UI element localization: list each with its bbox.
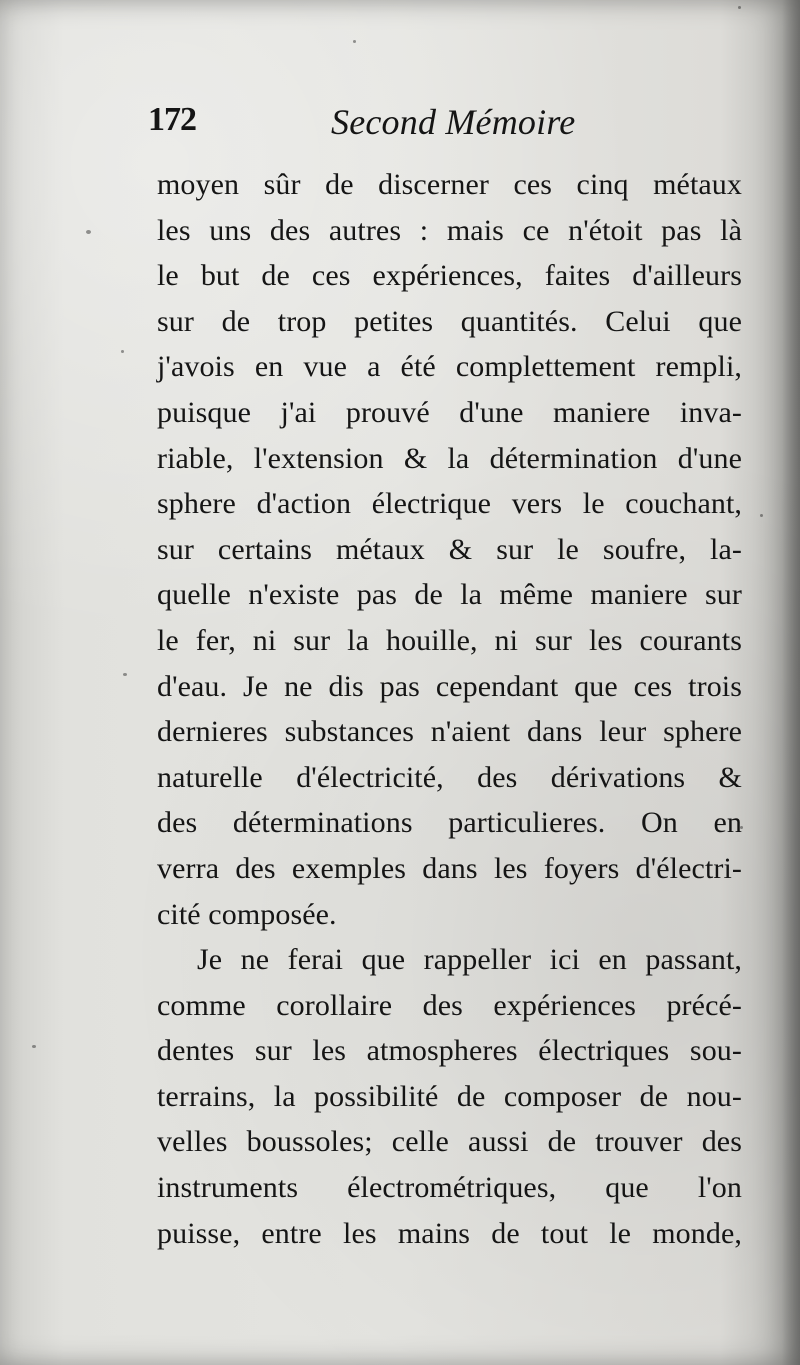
text-line-5: j'avois en vue a été complettement rempli, [157,350,742,384]
text-line-9: sur certains métaux & sur le soufre, la- [157,532,742,566]
text-line-8: sphere d'action électrique vers le couchant, [157,487,742,521]
text-line-7: riable, l'extension & la détermination d'une [157,441,742,475]
text-line-18: Je ne ferai que rappeller ici en passant, [197,943,742,977]
running-title: Second Mémoire [331,102,576,142]
text-line-3: le but de ces expériences, faites d'ailleurs [157,259,742,293]
speck [760,514,763,517]
page-edge-shadow [782,0,800,1365]
text-line-16: verra des exemples dans les foyers d'électri- [157,851,742,885]
speck [121,350,124,353]
text-line-15: des déterminations particulieres. On en [157,806,742,840]
text-line-12: d'eau. Je ne dis pas cependant que ces trois [157,669,742,703]
speck [353,40,356,43]
text-line-20: dentes sur les atmospheres électriques sou- [157,1034,742,1068]
speck [123,673,127,676]
text-line-2: les uns des autres : mais ce n'étoit pas là [157,213,742,247]
page-number: 172 [148,101,196,138]
text-line-14: naturelle d'électricité, des dérivations & [157,760,742,794]
text-line-13: dernieres substances n'aient dans leur sphere [157,715,742,749]
text-line-6: puisque j'ai prouvé d'une maniere inva- [157,395,742,429]
speck [738,6,741,9]
page-header [148,101,748,151]
text-line-17: cité composée. [157,897,337,931]
speck [86,230,91,234]
body-text [157,162,742,1256]
speck [32,1045,36,1048]
text-line-19: comme corollaire des expériences précé- [157,988,742,1022]
text-line-4: sur de trop petites quantités. Celui que [157,304,742,338]
text-line-11: le fer, ni sur la houille, ni sur les courants [157,623,742,657]
text-line-21: terrains, la possibilité de composer de nou- [157,1079,742,1113]
text-line-22: velles boussoles; celle aussi de trouver des [157,1125,742,1159]
text-line-10: quelle n'existe pas de la même maniere sur [157,578,742,612]
text-line-1: moyen sûr de discerner ces cinq métaux [157,168,742,201]
text-line-24: puisse, entre les mains de tout le monde, [157,1216,742,1250]
text-line-23: instruments électrométriques, que l'on [157,1171,742,1205]
